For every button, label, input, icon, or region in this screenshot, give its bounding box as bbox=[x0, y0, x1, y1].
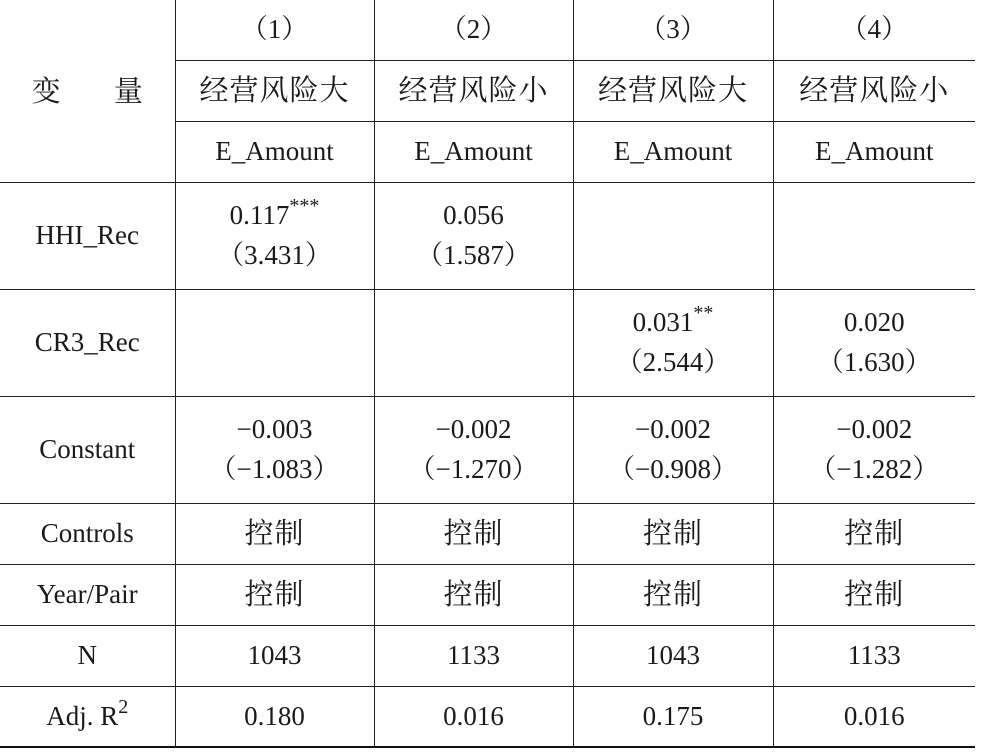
t-stat: （2.544） bbox=[615, 346, 731, 377]
t-stat: （3.431） bbox=[217, 239, 332, 270]
col-group: 经营风险大 bbox=[175, 60, 374, 121]
adjr2-superscript: 2 bbox=[118, 695, 129, 718]
col-number: （4） bbox=[773, 0, 975, 60]
table-row-constant bbox=[0, 396, 975, 503]
col-number: （2） bbox=[374, 0, 573, 60]
cell-yearpair: 控制 bbox=[773, 564, 975, 625]
table-row-controls bbox=[0, 503, 975, 564]
cell-hhi-1 bbox=[175, 182, 374, 289]
cell-n: 1133 bbox=[374, 625, 573, 686]
cell-n: 1133 bbox=[773, 625, 975, 686]
cell-adjr2: 0.016 bbox=[773, 686, 975, 747]
cell-empty bbox=[573, 182, 773, 289]
header-row-numbers bbox=[0, 0, 975, 60]
row-label: CR3_Rec bbox=[0, 289, 175, 396]
row-label: Controls bbox=[0, 503, 175, 564]
cell-adjr2: 0.016 bbox=[374, 686, 573, 747]
col-depvar: E_Amount bbox=[573, 121, 773, 182]
col-group: 经营风险小 bbox=[773, 60, 975, 121]
table-row-adjr2 bbox=[0, 686, 975, 747]
cell-constant-1 bbox=[175, 396, 374, 503]
coef: −0.002 bbox=[435, 414, 512, 445]
col-group: 经营风险大 bbox=[573, 60, 773, 121]
table-row-yearpair bbox=[0, 564, 975, 625]
t-stat: （−1.270） bbox=[408, 453, 539, 484]
cell-n: 1043 bbox=[573, 625, 773, 686]
significance-stars: *** bbox=[289, 195, 320, 218]
t-stat: （−1.282） bbox=[809, 453, 940, 484]
cell-controls: 控制 bbox=[773, 503, 975, 564]
cell-n: 1043 bbox=[175, 625, 374, 686]
t-stat: （−0.908） bbox=[608, 453, 738, 484]
variable-header: 变 量 bbox=[0, 0, 175, 182]
cell-cr3-4 bbox=[773, 289, 975, 396]
table-row-cr3 bbox=[0, 289, 975, 396]
row-label: Year/Pair bbox=[0, 564, 175, 625]
cell-empty bbox=[175, 289, 374, 396]
col-group: 经营风险小 bbox=[374, 60, 573, 121]
row-label: Constant bbox=[0, 396, 175, 503]
coef: 0.117 bbox=[229, 200, 290, 231]
col-number: （3） bbox=[573, 0, 773, 60]
table-row-n bbox=[0, 625, 975, 686]
cell-hhi-2 bbox=[374, 182, 573, 289]
coef: 0.056 bbox=[443, 200, 504, 231]
col-depvar: E_Amount bbox=[374, 121, 573, 182]
cell-yearpair: 控制 bbox=[175, 564, 374, 625]
col-depvar: E_Amount bbox=[773, 121, 975, 182]
coef: −0.002 bbox=[836, 414, 913, 445]
adjr2-label: Adj. R bbox=[46, 700, 119, 731]
cell-cr3-3 bbox=[573, 289, 773, 396]
cell-yearpair: 控制 bbox=[573, 564, 773, 625]
t-stat: （1.630） bbox=[816, 346, 932, 377]
col-number: （1） bbox=[175, 0, 374, 60]
row-label: N bbox=[0, 625, 175, 686]
cell-constant-3 bbox=[573, 396, 773, 503]
cell-empty bbox=[773, 182, 975, 289]
row-label bbox=[0, 686, 175, 747]
cell-controls: 控制 bbox=[573, 503, 773, 564]
cell-controls: 控制 bbox=[374, 503, 573, 564]
cell-controls: 控制 bbox=[175, 503, 374, 564]
cell-constant-4 bbox=[773, 396, 975, 503]
cell-constant-2 bbox=[374, 396, 573, 503]
row-label: HHI_Rec bbox=[0, 182, 175, 289]
cell-adjr2: 0.180 bbox=[175, 686, 374, 747]
coef: −0.002 bbox=[635, 414, 711, 445]
coef: 0.020 bbox=[843, 307, 905, 338]
t-stat: （1.587） bbox=[416, 239, 531, 270]
cell-empty bbox=[374, 289, 573, 396]
table-row-hhi bbox=[0, 182, 975, 289]
cell-yearpair: 控制 bbox=[374, 564, 573, 625]
coef: −0.003 bbox=[236, 414, 313, 445]
cell-adjr2: 0.175 bbox=[573, 686, 773, 747]
coef: 0.031 bbox=[632, 307, 694, 338]
t-stat: （−1.083） bbox=[209, 453, 340, 484]
col-depvar: E_Amount bbox=[175, 121, 374, 182]
significance-stars: ** bbox=[693, 302, 714, 325]
